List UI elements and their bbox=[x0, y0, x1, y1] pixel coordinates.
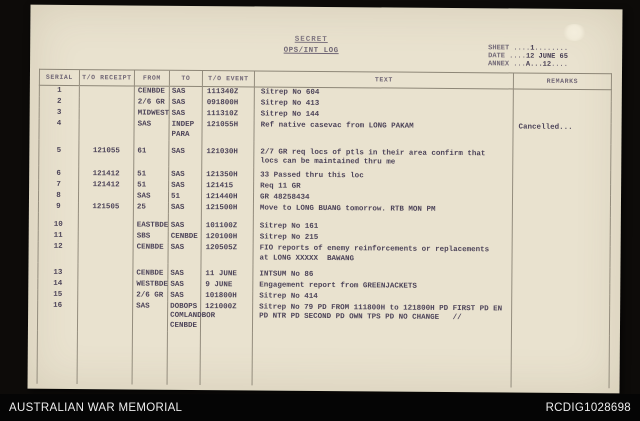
log-cell bbox=[513, 111, 611, 123]
log-cell: 121350H bbox=[202, 167, 254, 181]
log-cell bbox=[513, 183, 611, 195]
log-cell: 6 bbox=[39, 166, 79, 180]
log-cell: SAS bbox=[168, 203, 201, 214]
log-cell: Cancelled... bbox=[513, 122, 611, 143]
log-cell: 3 bbox=[39, 108, 79, 119]
log-cell: CENBDE bbox=[168, 232, 201, 243]
log-cell: 2 bbox=[39, 97, 79, 108]
classification-marking: SECRET bbox=[294, 35, 328, 45]
log-cell bbox=[78, 279, 133, 290]
log-cell bbox=[79, 97, 134, 108]
meta-line-date: DATE ....12 JUNE 65 bbox=[488, 52, 568, 62]
log-row-empty bbox=[37, 330, 609, 388]
log-cell: 111310Z bbox=[202, 109, 254, 120]
log-cell bbox=[512, 293, 610, 305]
log-cell bbox=[78, 213, 133, 231]
log-cell bbox=[511, 304, 609, 335]
log-cell bbox=[77, 301, 132, 331]
col-header-from: FROM bbox=[134, 70, 169, 86]
log-cell bbox=[512, 282, 610, 294]
log-cell bbox=[512, 205, 610, 217]
log-cell: 121415 bbox=[202, 181, 254, 192]
hole-punch-mark bbox=[562, 24, 586, 41]
log-cell: 120100H bbox=[201, 232, 253, 243]
log-cell bbox=[78, 290, 133, 301]
log-cell: SAS bbox=[168, 279, 201, 290]
log-cell: 120505Z bbox=[201, 243, 253, 264]
col-header-to-event: T/O EVENT bbox=[202, 71, 254, 87]
log-cell: 121412 bbox=[79, 166, 134, 180]
log-cell: 8 bbox=[38, 191, 78, 202]
col-header-to-receipt: T/O RECEIPT bbox=[79, 70, 134, 86]
log-cell: FIO reports of enemy reinforcements or replacements at LONG XXXXX BAWANG bbox=[253, 243, 512, 266]
ops-int-log-table bbox=[37, 69, 612, 388]
document-heading bbox=[268, 36, 354, 56]
log-cell: Sitrep No 79 PD FROM 111800H to 121800H PD FIRST PD EN PD NTR PD SECOND PD OWN TPS PD NO CHANGE // bbox=[252, 302, 511, 334]
log-cell: Sitrep No 144 bbox=[254, 109, 513, 122]
log-cell bbox=[513, 143, 611, 170]
log-cell: 11 JUNE bbox=[201, 264, 253, 280]
log-cell bbox=[78, 263, 133, 279]
log-cell: Sitrep No 215 bbox=[253, 232, 512, 245]
log-cell: 121055 bbox=[79, 140, 134, 167]
log-cell bbox=[78, 231, 133, 242]
log-cell: SAS bbox=[169, 109, 202, 120]
log-cell: DOBOPS COMLANDBOR CENBDE bbox=[167, 301, 200, 331]
log-cell: MIDWEST bbox=[134, 108, 169, 119]
meta-line-annex: ANNEX ...A...12.... bbox=[488, 60, 568, 70]
log-cell: WESTBDE bbox=[133, 279, 168, 290]
log-cell: INTSUM No 86 bbox=[253, 264, 512, 282]
log-cell: 51 bbox=[168, 192, 201, 203]
log-cell: 4 bbox=[39, 119, 79, 140]
page-title: OPS/INT LOG bbox=[283, 46, 339, 56]
log-cell: 5 bbox=[39, 139, 79, 166]
log-cell: SAS bbox=[169, 181, 202, 192]
log-cell bbox=[79, 86, 134, 98]
archive-footer-bar bbox=[0, 394, 640, 421]
log-cell bbox=[79, 108, 134, 119]
log-cell: 7 bbox=[39, 180, 79, 191]
log-cell: 121055H bbox=[202, 120, 254, 141]
col-header-text: TEXT bbox=[254, 71, 513, 89]
col-header-remarks: REMARKS bbox=[513, 73, 611, 90]
log-cell bbox=[77, 331, 132, 385]
log-cell bbox=[78, 242, 133, 263]
log-cell bbox=[512, 266, 610, 283]
meta-line-sheet: SHEET ....1........ bbox=[488, 44, 569, 53]
log-cell: Sitrep No 604 bbox=[254, 87, 513, 101]
log-cell: 61 bbox=[134, 140, 169, 167]
log-cell: SAS bbox=[132, 301, 167, 331]
log-cell: Req 11 GR bbox=[254, 181, 513, 194]
log-cell bbox=[252, 332, 511, 388]
log-cell: 16 bbox=[37, 300, 77, 330]
log-cell bbox=[511, 334, 609, 388]
log-cell bbox=[37, 330, 77, 384]
log-cell bbox=[512, 234, 610, 246]
log-cell: 101800H bbox=[201, 291, 253, 302]
log-cell bbox=[513, 100, 611, 112]
log-cell bbox=[78, 191, 133, 202]
log-cell bbox=[132, 331, 167, 385]
log-cell: 9 bbox=[38, 202, 78, 213]
log-cell: 13 bbox=[38, 262, 78, 278]
log-cell: SAS bbox=[168, 243, 201, 264]
log-cell: CENBDE bbox=[134, 86, 169, 98]
log-cell: 10 bbox=[38, 213, 78, 231]
log-cell: Sitrep No 414 bbox=[253, 291, 512, 304]
log-cell: Sitrep No 161 bbox=[253, 214, 512, 234]
log-cell: SAS bbox=[134, 119, 169, 140]
log-cell: SBS bbox=[133, 231, 168, 242]
log-cell bbox=[167, 331, 200, 385]
log-cell: SAS bbox=[168, 214, 201, 232]
log-cell: INDEP PARA bbox=[169, 120, 202, 141]
col-header-to: TO bbox=[169, 70, 202, 86]
log-cell: SAS bbox=[169, 98, 202, 109]
log-cell: 25 bbox=[133, 202, 168, 213]
log-cell: CENBDE bbox=[133, 263, 168, 279]
document-page bbox=[28, 5, 623, 394]
log-cell bbox=[512, 194, 610, 206]
log-row bbox=[37, 300, 609, 334]
log-cell: 121505 bbox=[78, 202, 133, 213]
log-cell: 15 bbox=[38, 289, 78, 300]
log-cell: 101100Z bbox=[201, 214, 253, 232]
log-cell: 2/6 GR bbox=[134, 97, 169, 108]
log-cell: SAS bbox=[169, 167, 202, 181]
log-cell: SAS bbox=[169, 140, 202, 167]
log-cell: Engagement report from GREENJACKETS bbox=[253, 280, 512, 293]
log-cell: 33 Passed thru this loc bbox=[254, 167, 513, 183]
log-cell: GR 48258434 bbox=[253, 192, 512, 205]
log-cell: Move to LONG BUANG tomorrow. RTB MON PM bbox=[253, 203, 512, 216]
log-cell bbox=[79, 119, 134, 140]
log-cell: 2/7 GR req locs of ptls in their area confirm that locs can be maintained thru me bbox=[254, 141, 513, 170]
col-header-serial: SERIAL bbox=[39, 69, 79, 85]
log-cell: 11 bbox=[38, 231, 78, 242]
log-cell: 9 JUNE bbox=[201, 280, 253, 291]
log-cell: 121412 bbox=[79, 180, 134, 191]
log-cell bbox=[512, 216, 610, 235]
log-cell bbox=[200, 332, 252, 386]
log-cell: 121000Z bbox=[200, 302, 252, 332]
log-cell bbox=[513, 169, 611, 184]
sheet-meta-block bbox=[488, 44, 568, 69]
log-cell: EASTBDE bbox=[133, 213, 168, 231]
log-cell bbox=[513, 89, 611, 101]
log-cell: 12 bbox=[38, 242, 78, 263]
log-cell: CENBDE bbox=[133, 242, 168, 263]
log-cell: 51 bbox=[134, 180, 169, 191]
log-cell: 14 bbox=[38, 278, 78, 289]
log-cell: 121440H bbox=[201, 192, 253, 203]
record-id: RCDIG1028698 bbox=[545, 401, 631, 414]
log-cell: 111340Z bbox=[202, 87, 254, 99]
log-cell: SAS bbox=[169, 86, 202, 98]
log-table-body bbox=[37, 85, 611, 388]
log-cell: 121030H bbox=[202, 141, 254, 168]
log-cell: 091800H bbox=[202, 98, 254, 109]
log-cell: 121500H bbox=[201, 203, 253, 214]
log-cell: 2/6 GR bbox=[133, 290, 168, 301]
archive-name: AUSTRALIAN WAR MEMORIAL bbox=[9, 401, 183, 414]
log-cell: 1 bbox=[39, 85, 79, 97]
log-cell: Sitrep No 413 bbox=[254, 98, 513, 111]
log-cell: Ref native casevac from LONG PAKAM bbox=[254, 120, 513, 143]
log-cell bbox=[512, 245, 610, 266]
log-cell: SAS bbox=[168, 263, 201, 279]
log-cell: SAS bbox=[133, 191, 168, 202]
log-cell: 51 bbox=[134, 166, 169, 180]
log-cell: SAS bbox=[168, 290, 201, 301]
